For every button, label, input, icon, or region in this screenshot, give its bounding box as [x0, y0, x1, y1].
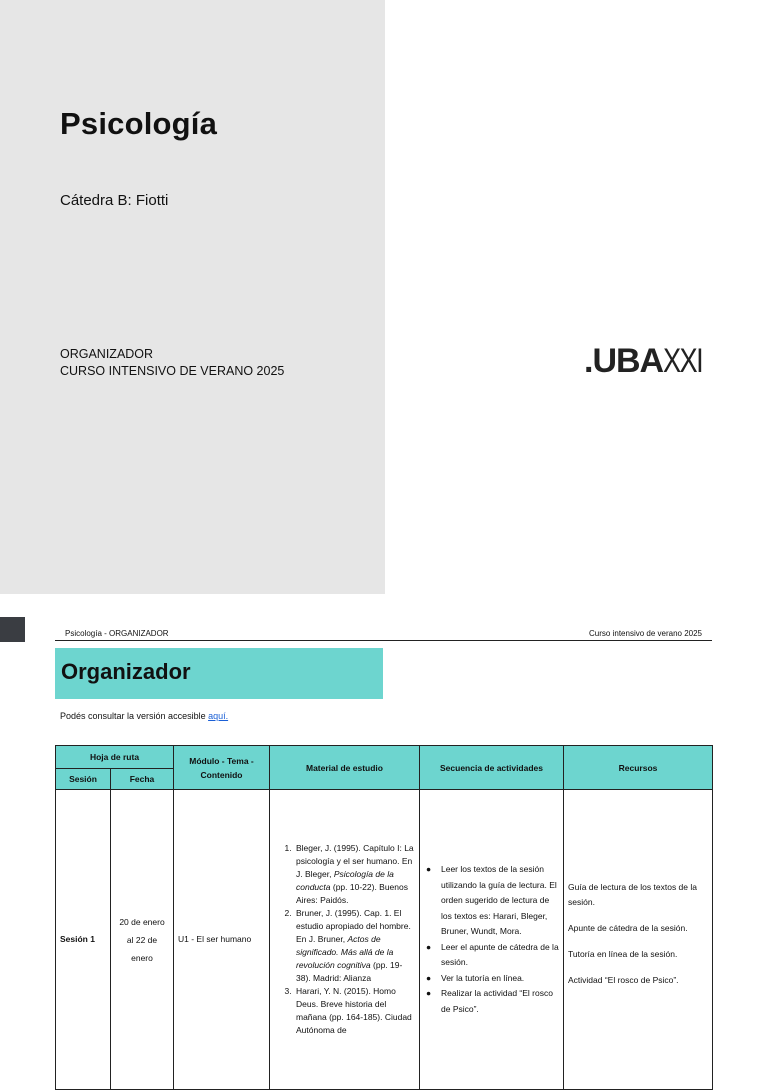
- module-cell: U1 - El ser humano: [174, 790, 270, 1090]
- material-text: Bleger, J. (1995). Capítulo I: La psicología y el ser humano. En J. Bleger,: [296, 843, 414, 879]
- material-text: Harari, Y. N. (2015). Homo Deus. Breve historia del mañana (pp. 164-185). Ciudad Autónoma de: [296, 986, 412, 1035]
- organizer-title: Organizador: [61, 659, 191, 684]
- activity-text: Leer los textos de la sesión utilizando la guía de lectura. El orden sugerido de lectura de los textos es: Harari, Bleger, Bruner, Wundt, Mora.: [441, 864, 557, 936]
- cover-label-line2: CURSO INTENSIVO DE VERANO 2025: [60, 364, 285, 378]
- resource-item: Tutoría en línea de la sesión.: [568, 949, 678, 959]
- material-list: [274, 842, 415, 1037]
- material-title: Actos de significado. Más allá de la revolución cognitiva: [296, 934, 394, 970]
- material-rest: (pp. 10-22). Buenos Aires: Paidós.: [296, 882, 408, 905]
- material-cell: [270, 790, 420, 1090]
- header-hoja-de-ruta: Hoja de ruta: [56, 746, 174, 769]
- cover-label: [60, 346, 284, 380]
- activity-item: [424, 971, 559, 987]
- cover-panel: [0, 0, 385, 594]
- header-fecha: Fecha: [111, 769, 174, 790]
- uba-xxi-logo: [584, 342, 712, 381]
- bullet-icon: ●: [426, 988, 432, 998]
- material-rest: (pp. 19-38). Madrid: Alianza: [296, 960, 403, 983]
- activities-cell: [420, 790, 564, 1090]
- header-right: Curso intensivo de verano 2025: [589, 629, 702, 638]
- header-modulo: Módulo - Tema - Contenido: [174, 746, 270, 790]
- subject-title: Psicología: [60, 106, 218, 141]
- logo-suffix: XXI: [663, 342, 703, 380]
- session-cell: Sesión 1: [56, 790, 111, 1090]
- catedra-label: Cátedra B: Fiotti: [60, 192, 169, 209]
- cover-label-line1: ORGANIZADOR: [60, 347, 154, 361]
- slide-marker: [0, 617, 25, 642]
- activity-text: Realizar la actividad “El rosco de Psico”.: [441, 988, 553, 1014]
- resource-item: Guía de lectura de los textos de la sesión.: [568, 882, 697, 907]
- activity-text: Leer el apunte de cátedra de la sesión.: [441, 941, 559, 967]
- material-item: [294, 842, 415, 907]
- activity-text: Ver la tutoría en línea.: [441, 972, 525, 983]
- material-text: Bruner, J. (1995). Cap. 1. El estudio apropiado del hombre. En J. Bruner,: [296, 908, 411, 944]
- page-header: [55, 628, 712, 641]
- header-secuencia: Secuencia de actividades: [420, 746, 564, 790]
- material-item: [294, 985, 415, 1037]
- resource-item: Actividad “El rosco de Psico”.: [568, 975, 679, 985]
- bullet-icon: ●: [426, 864, 432, 874]
- header-material: Material de estudio: [270, 746, 420, 790]
- date-cell: 20 de enero al 22 de enero: [111, 790, 174, 1090]
- resources-cell: [564, 790, 713, 1090]
- route-table: [55, 745, 713, 1090]
- accessible-note-text: Podés consultar la versión accesible: [60, 711, 209, 721]
- activity-item: [424, 940, 559, 971]
- bullet-icon: ●: [426, 941, 432, 952]
- activity-item: [424, 862, 559, 940]
- header-left: Psicología - ORGANIZADOR: [65, 629, 169, 638]
- accessible-note: [60, 711, 228, 721]
- resource-item: Apunte de cátedra de la sesión.: [568, 923, 688, 933]
- logo-main: .UBA: [584, 342, 664, 380]
- material-item: [294, 907, 415, 985]
- activity-item: [424, 986, 559, 1017]
- activity-list: [424, 862, 559, 1017]
- material-title: Psicología de la conducta: [296, 869, 394, 892]
- organizer-banner: [55, 648, 383, 699]
- accessible-version-link[interactable]: aquí.: [208, 711, 229, 721]
- bullet-icon: ●: [426, 972, 432, 983]
- header-sesion: Sesión: [56, 769, 111, 790]
- header-recursos: Recursos: [564, 746, 713, 790]
- table-row: [56, 790, 713, 1090]
